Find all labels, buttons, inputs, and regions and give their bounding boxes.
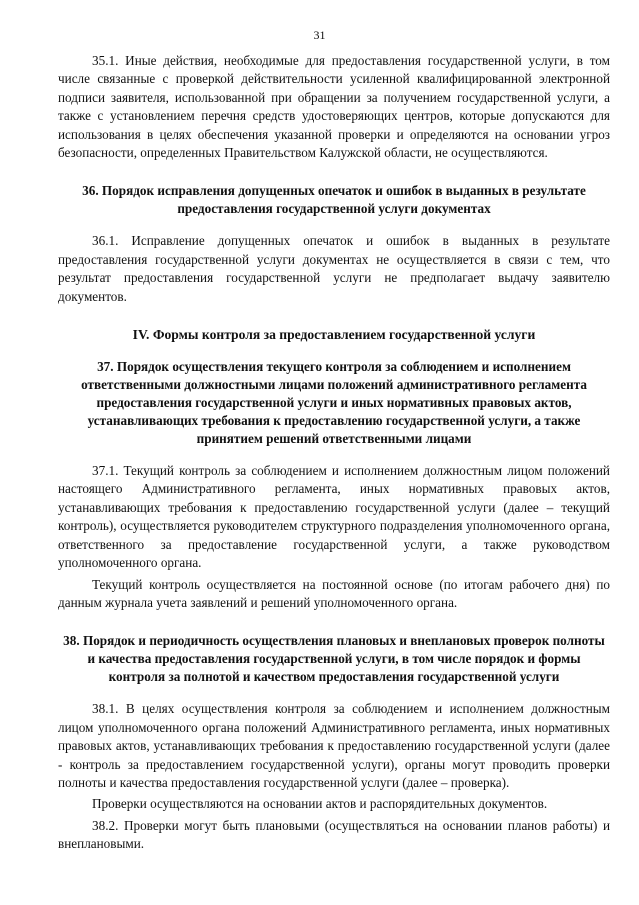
heading-36: 36. Порядок исправления допущенных опечаток и ошибок в выданных в результате предоставления государственной услуги документах <box>82 183 586 217</box>
paragraph-38-2: 38.2. Проверки могут быть плановыми (осуществляться на основании планов работы) и внеплановыми. <box>58 817 610 852</box>
spacer <box>58 448 610 462</box>
spacer <box>58 344 610 358</box>
spacer <box>58 686 610 700</box>
spacer <box>58 612 610 632</box>
heading-37: 37. Порядок осуществления текущего контроля за соблюдением и исполнением ответственными должностными лицами положений административного регламента предоставления государственной услуги и иных нормативных правовых актов, устанавливающих требования к предоставлению государственной услуги, а также принятием решений ответственными лицами <box>81 359 587 447</box>
section-heading-iv: IV. Формы контроля за предоставлением государственной услуги <box>132 327 536 343</box>
spacer <box>58 306 610 326</box>
page-number: 31 <box>313 28 326 42</box>
paragraph-36-1: 36.1. Исправление допущенных опечаток и ошибок в выданных в результате предоставления государственной услуги документах не осуществляется в связи с тем, что результат предоставления государственной услуги не предполагает выдачу заявителю документов. <box>58 233 610 304</box>
paragraph-37-1-continued: Текущий контроль осуществляется на постоянной основе (по итогам рабочего дня) по данным журнала учета заявлений и решений уполномоченного органа. <box>58 576 610 610</box>
paragraph-35-1: 35.1. Иные действия, необходимые для предоставления государственной услуги, в том числе связанные с проверкой действительности усиленной квалифицированной электронной подписи заявителя, использованной при обращении за получением государственной услуги, а также с установлением перечня средств удостоверяющих центров, которые допускаются для использования в целях обеспечения указанной проверки и определяются на основании угроз безопасности, определенных Правительством Калужской области, не осуществляются. <box>58 53 610 161</box>
paragraph-37-1: 37.1. Текущий контроль за соблюдением и исполнением должностным лицом положений настоящего Административного регламента, иных нормативных правовых актов, устанавливающих требования к предоставлению государственной услуги (далее – текущий контроль), осуществляется руководителем структурного подразделения уполномоченного органа, ответственного за предоставление государственной услуги, а также руководством уполномоченного органа. <box>58 463 610 571</box>
spacer <box>58 162 610 182</box>
document-body <box>58 52 610 854</box>
heading-38: 38. Порядок и периодичность осуществления плановых и внеплановых проверок полноты и качества предоставления государственной услуги, в том числе порядок и формы контроля за полнотой и качеством предоставления государственной услуги <box>63 633 605 685</box>
paragraph-38-1-checks: Проверки осуществляются на основании актов и распорядительных документов. <box>92 796 548 812</box>
paragraph-38-1: 38.1. В целях осуществления контроля за соблюдением и исполнением должностным лицом уполномоченного органа положений Административного регламента, иных нормативных правовых актов, устанавливающих требования к предоставлению государственной услуги (далее - контроль за предоставлением государственной услуги), органы могут проводить проверки полноты и качества предоставления государственной услуги (далее – проверка). <box>58 701 610 790</box>
spacer <box>58 218 610 232</box>
